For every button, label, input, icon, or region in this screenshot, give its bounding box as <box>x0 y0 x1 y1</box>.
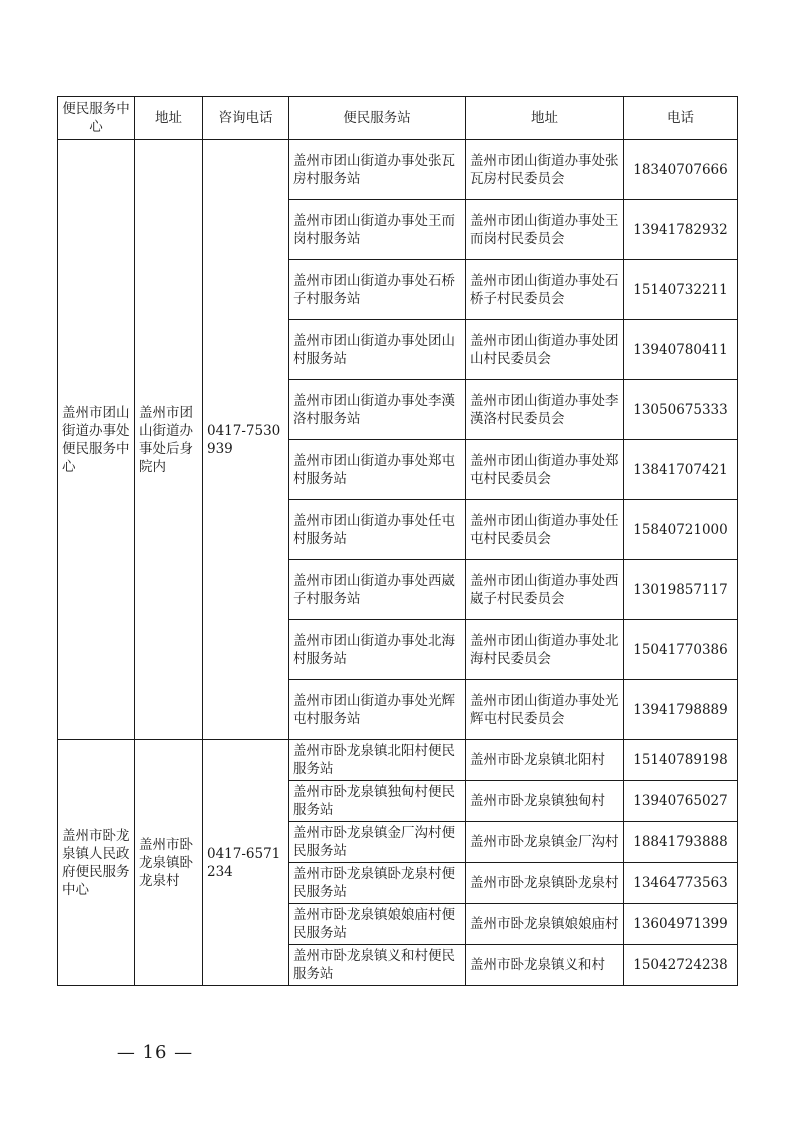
station-phone: 13050675333 <box>624 380 738 440</box>
service-center-address: 盖州市团山街道办事处后身院内 <box>135 140 203 740</box>
station-name: 盖州市团山街道办事处王而岗村服务站 <box>289 200 466 260</box>
station-address: 盖州市团山街道办事处张瓦房村民委员会 <box>466 140 624 200</box>
station-phone: 15041770386 <box>624 620 738 680</box>
header-row <box>58 97 738 140</box>
station-address: 盖州市团山街道办事处李漢洛村民委员会 <box>466 380 624 440</box>
station-name: 盖州市团山街道办事处郑屯村服务站 <box>289 440 466 500</box>
station-address: 盖州市团山街道办事处光辉屯村民委员会 <box>466 680 624 740</box>
station-name: 盖州市团山街道办事处石桥子村服务站 <box>289 260 466 320</box>
station-address: 盖州市团山街道办事处北海村民委员会 <box>466 620 624 680</box>
station-phone: 15140789198 <box>624 740 738 781</box>
station-name: 盖州市卧龙泉镇娘娘庙村便民服务站 <box>289 904 466 945</box>
station-address: 盖州市团山街道办事处西崴子村民委员会 <box>466 560 624 620</box>
header-phone: 电话 <box>624 97 738 140</box>
station-phone: 13941782932 <box>624 200 738 260</box>
station-address: 盖州市卧龙泉镇金厂沟村 <box>466 822 624 863</box>
service-center-hotline: 0417-6571234 <box>203 740 289 986</box>
page-number: — 16 — <box>116 1042 194 1063</box>
station-phone: 13941798889 <box>624 680 738 740</box>
header-station-address: 地址 <box>466 97 624 140</box>
service-center-name: 盖州市卧龙泉镇人民政府便民服务中心 <box>58 740 135 986</box>
header-hotline: 咨询电话 <box>203 97 289 140</box>
service-center-hotline: 0417-7530939 <box>203 140 289 740</box>
station-name: 盖州市团山街道办事处任屯村服务站 <box>289 500 466 560</box>
table-row <box>58 140 738 200</box>
header-station: 便民服务站 <box>289 97 466 140</box>
station-phone: 18841793888 <box>624 822 738 863</box>
station-name: 盖州市团山街道办事处李漢洛村服务站 <box>289 380 466 440</box>
station-address: 盖州市卧龙泉镇卧龙泉村 <box>466 863 624 904</box>
station-name: 盖州市团山街道办事处张瓦房村服务站 <box>289 140 466 200</box>
station-address: 盖州市团山街道办事处王而岗村民委员会 <box>466 200 624 260</box>
station-name: 盖州市团山街道办事处北海村服务站 <box>289 620 466 680</box>
service-center-address: 盖州市卧龙泉镇卧龙泉村 <box>135 740 203 986</box>
station-name: 盖州市卧龙泉镇金厂沟村便民服务站 <box>289 822 466 863</box>
table-row <box>58 740 738 781</box>
header-center-address: 地址 <box>135 97 203 140</box>
station-name: 盖州市团山街道办事处西崴子村服务站 <box>289 560 466 620</box>
station-name: 盖州市卧龙泉镇义和村便民服务站 <box>289 945 466 986</box>
station-name: 盖州市卧龙泉镇北阳村便民服务站 <box>289 740 466 781</box>
station-phone: 13940765027 <box>624 781 738 822</box>
station-address: 盖州市卧龙泉镇独甸村 <box>466 781 624 822</box>
station-phone: 13464773563 <box>624 863 738 904</box>
station-phone: 15140732211 <box>624 260 738 320</box>
station-phone: 13019857117 <box>624 560 738 620</box>
station-name: 盖州市团山街道办事处光辉屯村服务站 <box>289 680 466 740</box>
header-center: 便民服务中心 <box>58 97 135 140</box>
station-name: 盖州市卧龙泉镇卧龙泉村便民服务站 <box>289 863 466 904</box>
station-phone: 18340707666 <box>624 140 738 200</box>
station-address: 盖州市卧龙泉镇义和村 <box>466 945 624 986</box>
station-address: 盖州市团山街道办事处团山村民委员会 <box>466 320 624 380</box>
service-center-table <box>57 96 738 986</box>
station-address: 盖州市卧龙泉镇娘娘庙村 <box>466 904 624 945</box>
station-address: 盖州市团山街道办事处任屯村民委员会 <box>466 500 624 560</box>
service-center-name: 盖州市团山街道办事处便民服务中心 <box>58 140 135 740</box>
station-address: 盖州市团山街道办事处郑屯村民委员会 <box>466 440 624 500</box>
station-name: 盖州市团山街道办事处团山村服务站 <box>289 320 466 380</box>
station-name: 盖州市卧龙泉镇独甸村便民服务站 <box>289 781 466 822</box>
station-address: 盖州市卧龙泉镇北阳村 <box>466 740 624 781</box>
station-address: 盖州市团山街道办事处石桥子村民委员会 <box>466 260 624 320</box>
station-phone: 15042724238 <box>624 945 738 986</box>
station-phone: 13604971399 <box>624 904 738 945</box>
station-phone: 13841707421 <box>624 440 738 500</box>
station-phone: 13940780411 <box>624 320 738 380</box>
station-phone: 15840721000 <box>624 500 738 560</box>
